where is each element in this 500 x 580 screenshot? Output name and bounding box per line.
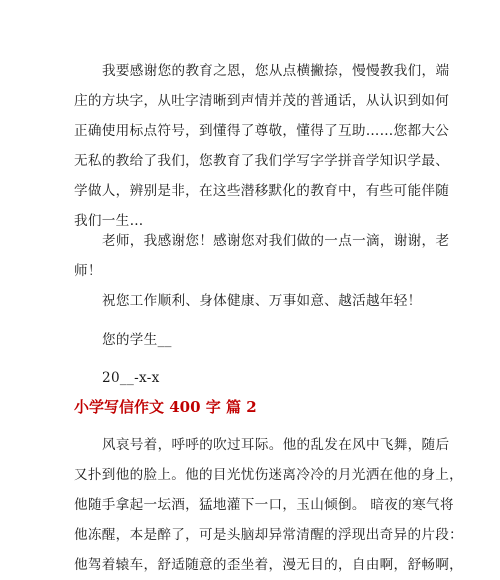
paragraph-line: 风哀号着，呼呼的吹过耳际。他的乱发在风中飞舞，随后: [102, 437, 450, 453]
paragraph-wishes: [74, 286, 430, 316]
paragraph-line: 老师，我感谢您！感谢您对我们做的一点一滴，谢谢，老: [102, 233, 450, 249]
paragraph-gratitude: [74, 56, 450, 236]
paragraph-story: [74, 430, 464, 580]
paragraph-line: 他冻醒，本是醉了，可是头脑却异常清醒的浮现出奇异的片段：: [74, 527, 464, 543]
section-heading: 小学写信作文 400 字 篇 2: [74, 398, 257, 416]
paragraph-line: 您的学生__: [102, 332, 172, 348]
paragraph-line: 20__-x-x: [102, 370, 160, 386]
paragraph-line: 师！: [74, 263, 102, 279]
paragraph-line: 庄的方块字，从吐字清晰到声情并茂的普通话，从认识到如何: [74, 93, 450, 109]
paragraph-line: 学做人，辨别是非，在这些潜移默化的教育中，有些可能伴随: [74, 183, 450, 199]
paragraph-thanks: [74, 226, 450, 286]
paragraph-line: 他驾着辕车，舒适随意的歪坐着，漫无目的，自由啊，舒畅啊，: [74, 557, 464, 573]
signature-student: [74, 325, 430, 355]
paragraph-line: 正确使用标点符号，到懂得了尊敬，懂得了互助……您都大公: [74, 123, 450, 139]
paragraph-line: 又扑到他的脸上。他的目光忧伤迷离冷冷的月光洒在他的身上，: [74, 467, 464, 483]
paragraph-line: 我要感谢您的教育之恩，您从点横撇捺，慢慢教我们，端: [102, 63, 450, 79]
paragraph-line: 无私的教给了我们，您教育了我们学写字学拼音学知识学最、: [74, 153, 450, 169]
paragraph-line: 他随手拿起一坛酒，猛地灌下一口，玉山倾倒。 暗夜的寒气将: [74, 497, 454, 513]
paragraph-line: 祝您工作顺利、身体健康、万事如意、越活越年轻！: [102, 293, 422, 309]
paragraph-line: 我们一生…: [74, 213, 144, 229]
signature-date: [74, 363, 430, 393]
